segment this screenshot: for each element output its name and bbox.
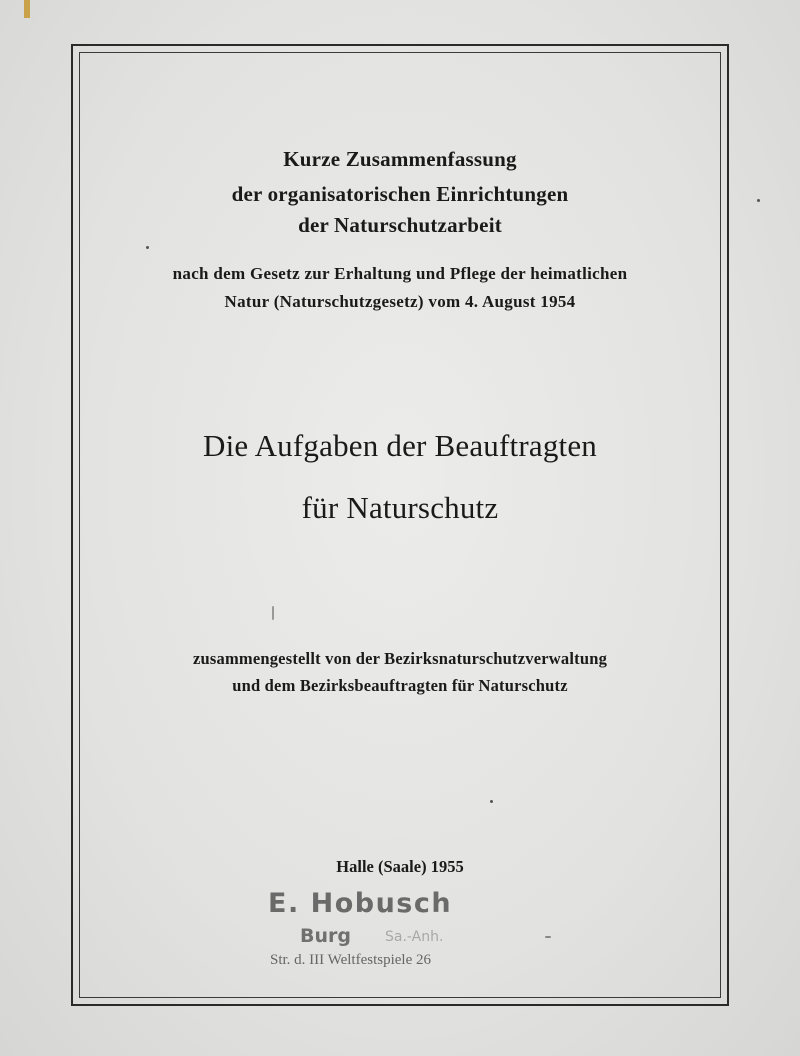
heading-line-2: der organisatorischen Einrichtungen — [231, 182, 569, 206]
compiled-by-line-1: zusammengestellt von der Bezirksnaturschutzverwaltung — [192, 649, 608, 668]
print-speck — [490, 800, 493, 803]
stamp-region: Sa.-Anh. — [385, 929, 444, 945]
print-speck — [757, 199, 760, 202]
compiled-by-line-2: und dem Bezirksbeauftragten für Naturschutz — [232, 676, 568, 695]
document-title-line-2: für Naturschutz — [301, 490, 499, 525]
corner-tab-mark — [24, 0, 30, 18]
print-scratch — [272, 606, 274, 620]
imprint-place-year: Halle (Saale) 1955 — [336, 857, 464, 876]
print-scratch — [545, 936, 551, 938]
document-title-line-1: Die Aufgaben der Beauftragten — [203, 428, 597, 463]
subheading-line-2: Natur (Naturschutzgesetz) vom 4. August 1954 — [224, 292, 576, 311]
heading-line-3: der Naturschutzarbeit — [298, 213, 502, 237]
stamp-street-address: Str. d. III Weltfestspiele 26 — [270, 952, 431, 968]
subheading-line-1: nach dem Gesetz zur Erhaltung und Pflege der heimatlichen — [172, 264, 628, 283]
stamp-owner-name: E. Hobusch — [268, 888, 453, 919]
stamp-city: Burg — [300, 925, 351, 947]
heading-line-1: Kurze Zusammenfassung — [283, 147, 517, 171]
print-speck — [146, 246, 149, 249]
